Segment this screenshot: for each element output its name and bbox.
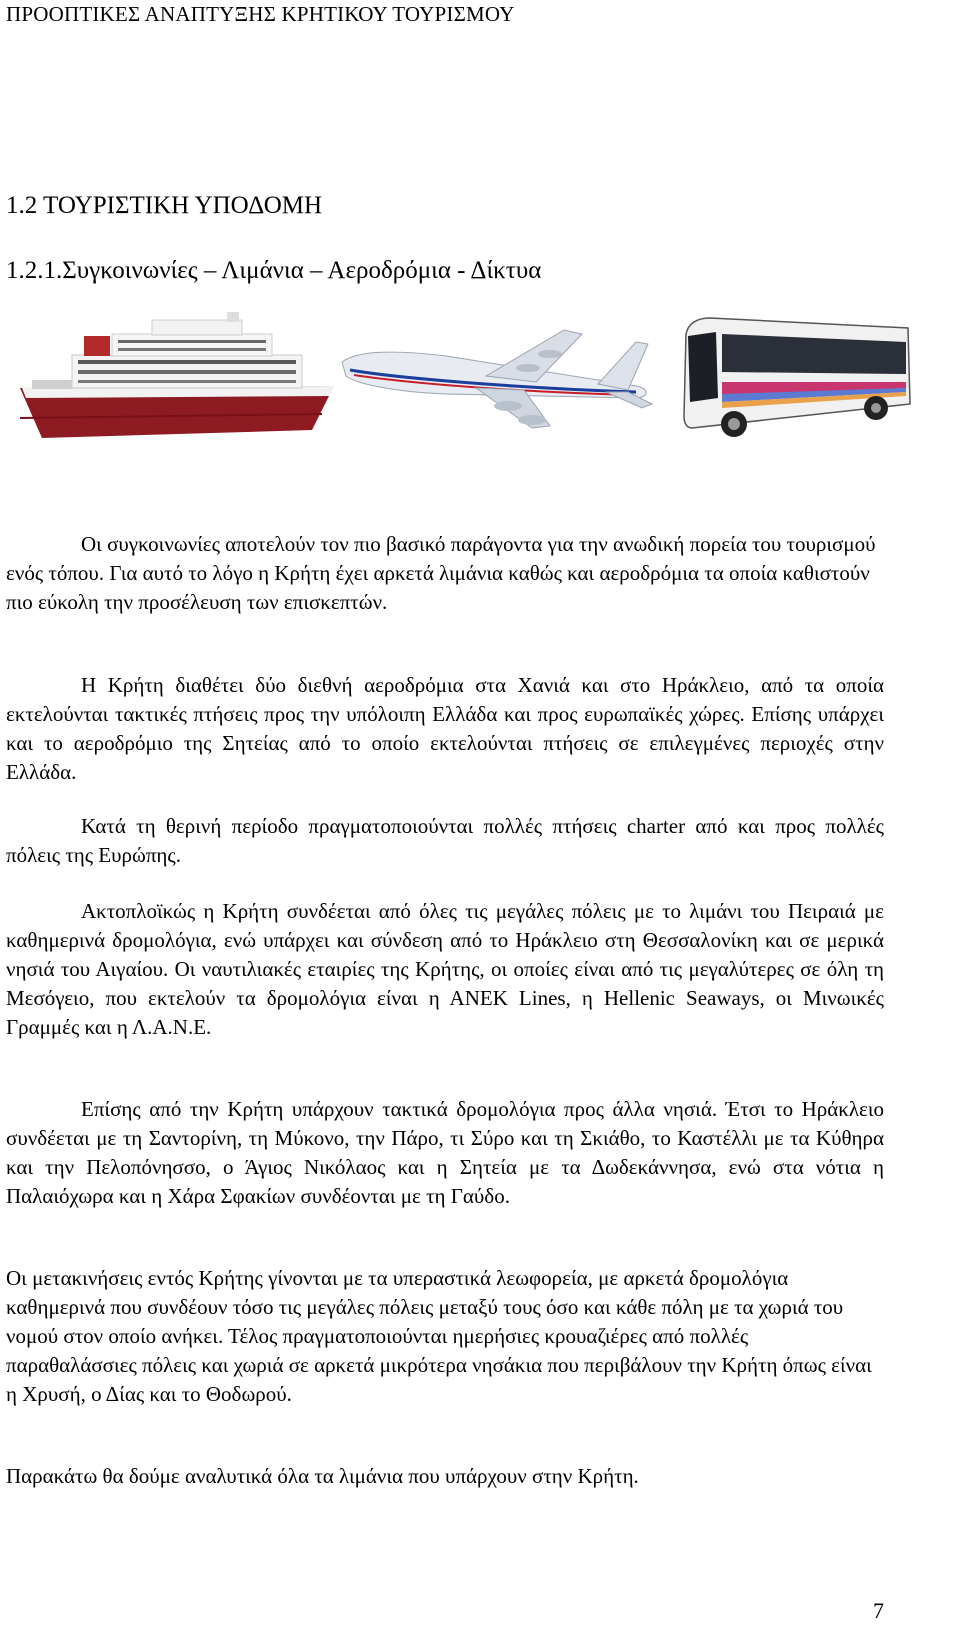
- paragraph-1-block: [6, 530, 884, 617]
- paragraph-4-block: [6, 897, 884, 1042]
- paragraph-3-block: [6, 812, 884, 870]
- running-header: ΠΡΟΟΠΤΙΚΕΣ ΑΝΑΠΤΥΞΗΣ ΚΡΗΤΙΚΟΥ ΤΟΥΡΙΣΜΟΥ: [6, 2, 515, 26]
- paragraph-5-block: [6, 1095, 884, 1211]
- section-title: 1.2 ΤΟΥΡΙΣΤΙΚΗ ΥΠΟΔΟΜΗ: [6, 192, 323, 219]
- paragraph-4: Ακτοπλοϊκώς η Κρήτη συνδέεται από όλες τις μεγάλες πόλεις με το λιμάνι του Πειραιά με καθημερινά δρομολόγια, ενώ υπάρχει και σύνδεση από το Ηράκλειο στη Θεσσαλονίκη και σε μερικά νησιά του Αιγαίου. Οι ναυτιλιακές εταιρίες της Κρήτης, οι οποίες είναι από τις μεγαλύτερες σε όλη τη Μεσόγειο, που εκτελούν τα δρομολόγια είναι η ΑΝΕΚ Lines, η Hellenic Seaways, οι Μινωικές Γραμμές και η Λ.Α.Ν.Ε.: [6, 899, 884, 1039]
- subsection-title: 1.2.1.Συγκοινωνίες – Λιμάνια – Αεροδρόμια - Δίκτυα: [6, 257, 542, 284]
- paragraph-1: Οι συγκοινωνίες αποτελούν τον πιο βασικό παράγοντα για την ανωδική πορεία του τουρισμού ενός τόπου. Για αυτό το λόγο η Κρήτη έχει αρκετά λιμάνια καθώς και αεροδρόμια τα οποία καθιστούν πιο εύκολη την προσέλευση των επισκεπτών.: [6, 532, 876, 614]
- ferry-ship-image: [12, 310, 348, 445]
- paragraph-2-block: [6, 671, 884, 787]
- paragraph-7: Παρακάτω θα δούμε αναλυτικά όλα τα λιμάνια που υπάρχουν στην Κρήτη.: [6, 1464, 639, 1488]
- transport-images: [0, 310, 960, 470]
- paragraph-6-block: [6, 1264, 884, 1409]
- airplane-image: [336, 328, 656, 433]
- coach-bus-image: [676, 312, 916, 442]
- paragraph-7-block: [6, 1462, 884, 1491]
- paragraph-6: Οι μετακινήσεις εντός Κρήτης γίνονται με τα υπεραστικά λεωφορεία, με αρκετά δρομολόγια καθημερινά που συνδέουν τόσο τις μεγάλες πόλεις μεταξύ τους όσο και κάθε πόλη με τα χωριά του νομού στον οποίο ανήκει. Τέλος πραγματοποιούνται ημερήσιες κρουαζιέρες από πολλές παραθαλάσσιες πόλεις και χωριά σε αρκετά μικρότερα νησάκια που περιβάλουν την Κρήτη όπως είναι η Χρυσή, ο Δίας και το Θοδωρού.: [6, 1266, 872, 1406]
- page-number: 7: [873, 1598, 884, 1623]
- paragraph-5: Επίσης από την Κρήτη υπάρχουν τακτικά δρομολόγια προς άλλα νησιά. Έτσι το Ηράκλειο συνδέεται με τη Σαντορίνη, τη Μύκονο, την Πάρο, τι Σύρο και τη Σκιάθο, το Καστέλλι με τα Κύθηρα και την Πελοπόνησσο, ο Άγιος Νικόλαος και η Σητεία με τα Δωδεκάννησα, ενώ στα νότια η Παλαιόχωρα και η Χάρα Σφακίων συνδέονται με τη Γαύδο.: [6, 1097, 884, 1208]
- paragraph-2: Η Κρήτη διαθέτει δύο διεθνή αεροδρόμια στα Χανιά και στο Ηράκλειο, από τα οποία εκτελούνται τακτικές πτήσεις προς την υπόλοιπη Ελλάδα και προς ευρωπαϊκές χώρες. Επίσης υπάρχει και το αεροδρόμιο της Σητείας από το οποίο εκτελούνται πτήσεις σε επιλεγμένες περιοχές στην Ελλάδα.: [6, 673, 884, 784]
- paragraph-3: Κατά τη θερινή περίοδο πραγματοποιούνται πολλές πτήσεις charter από και προς πολλές πόλεις της Ευρώπης.: [6, 814, 884, 867]
